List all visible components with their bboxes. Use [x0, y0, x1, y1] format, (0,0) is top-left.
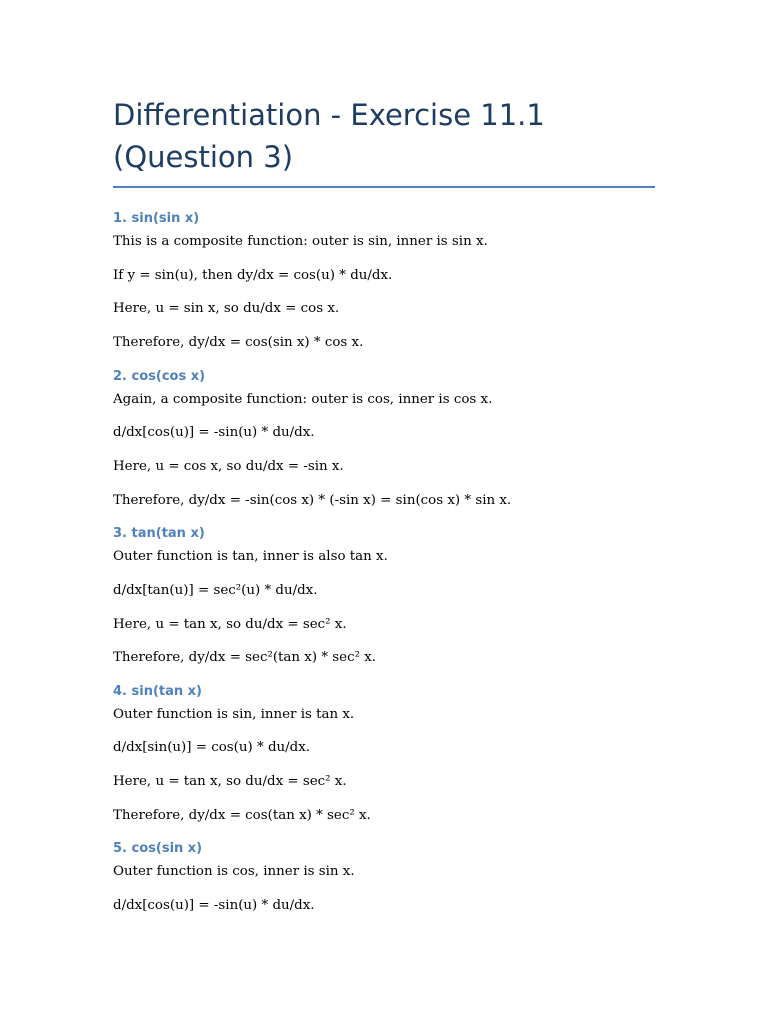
section-heading: 5. cos(sin x) — [113, 841, 203, 857]
paragraph: Therefore, dy/dx = -sin(cos x) * (-sin x) = sin(cos x) * sin x. — [113, 492, 512, 508]
paragraph: Outer function is cos, inner is sin x. — [113, 864, 355, 880]
paragraph: d/dx[cos(u)] = -sin(u) * du/dx. — [113, 425, 315, 441]
paragraph: Therefore, dy/dx = cos(tan x) * sec² x. — [113, 807, 371, 823]
paragraph: Outer function is tan, inner is also tan x. — [113, 549, 388, 565]
paragraph: Therefore, dy/dx = sec²(tan x) * sec² x. — [113, 650, 377, 666]
document-title: Differentiation - Exercise 11.1 (Question 3) — [113, 94, 655, 188]
section-heading: 4. sin(tan x) — [113, 683, 202, 699]
paragraph: Therefore, dy/dx = cos(sin x) * cos x. — [113, 335, 364, 351]
paragraph: Here, u = sin x, so du/dx = cos x. — [113, 301, 340, 317]
paragraph: Here, u = tan x, so du/dx = sec² x. — [113, 616, 347, 632]
paragraph: Outer function is sin, inner is tan x. — [113, 706, 355, 722]
section-sin-sin-x — [113, 210, 655, 352]
section-heading: 3. tan(tan x) — [113, 526, 205, 542]
paragraph: Here, u = tan x, so du/dx = sec² x. — [113, 774, 347, 790]
section-cos-sin-x — [113, 840, 655, 915]
document-page — [113, 94, 655, 915]
paragraph: d/dx[cos(u)] = -sin(u) * du/dx. — [113, 897, 315, 913]
section-sin-tan-x — [113, 683, 655, 825]
section-heading: 1. sin(sin x) — [113, 211, 200, 226]
section-tan-tan-x — [113, 525, 655, 667]
paragraph: If y = sin(u), then dy/dx = cos(u) * du/dx. — [113, 267, 393, 283]
paragraph: This is a composite function: outer is sin, inner is sin x. — [113, 234, 488, 249]
section-heading: 2. cos(cos x) — [113, 368, 206, 384]
section-cos-cos-x — [113, 368, 655, 510]
paragraph: d/dx[tan(u)] = sec²(u) * du/dx. — [113, 582, 318, 598]
paragraph: Here, u = cos x, so du/dx = -sin x. — [113, 458, 344, 474]
paragraph: Again, a composite function: outer is cos, inner is cos x. — [113, 391, 493, 407]
paragraph: d/dx[sin(u)] = cos(u) * du/dx. — [113, 740, 311, 756]
